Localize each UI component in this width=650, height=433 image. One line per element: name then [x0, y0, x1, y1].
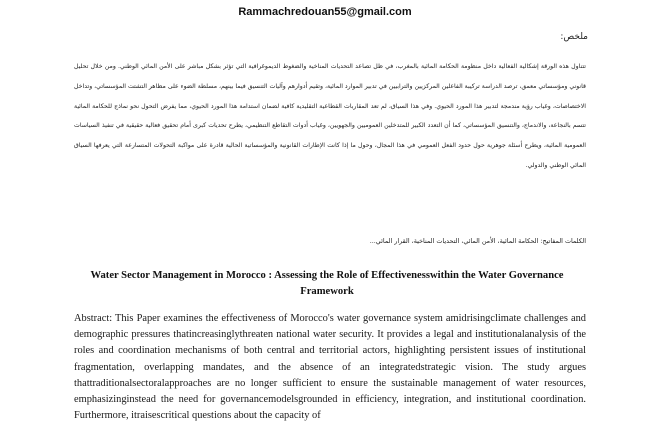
arabic-abstract-text: تتناول هذه الورقة إشكالية الفعالية داخل منظومة الحكامة المائية بالمغرب، في ظل تصاعد التحديات المناخية والضغوط الديموغرافية التي تؤثر بشكل مباشر على الأمن المائي الوطني. ومن خلال تحليل قانوني ومؤسساتي معمق، ترصد الدراسة تركيبة الفاعلين المركزيين والترابيين في تدبير الموارد المائية، وتقيم أدوارهم وآليات التنسيق فيما بينهم، مسلطة الضوء على مظاهر التشتت المؤسساتي، وتداخل الاختصاصات، وغياب رؤية مندمجة لتدبير هذا المورد الحيوي. وفي هذا السياق، لم تعد المقاربات القطاعية التقليدية كافية لضمان استدامة هذا المورد الحيوي، مما يفرض التحول نحو نماذج للحكامة المائية تتسم بالنجاعة، والاندماج، والتنسيق المؤسساتي، كما أن التعدد الكبير للمتدخلين العموميين والجهويين، وغياب أدوات التقاطع التنظيمي، يطرح تحديات كبرى أمام تحقيق فعالية حقيقية في تنفيذ السياسات العمومية المائية، ويطرح أسئلة جوهرية حول حدود الفعل العمومي في هذا المجال، وحول ما إذا كانت الإطارات القانونية والمؤسساتية الحالية قادرة على مواكبة التحولات المتسارعة التي يعرفها السياق المائي الوطني والدولي. [74, 63, 586, 169]
arabic-abstract-heading: ملخص: [560, 32, 588, 42]
arabic-keywords: الكلمات المفاتيح: الحكامة المائية، الأمن المائي، التحديات المناخية، القرار المائي... [369, 237, 586, 245]
paper-title: Water Sector Management in Morocco : Assessing the Role of Effectivenesswithin the Water Governance Framework [90, 270, 564, 297]
abstract-text: This Paper examines the effectiveness of Morocco's water governance system amidrisingclimate challenges and demographic pressures thatincreasinglythreaten national water security. It provides a legal and institutionalanalysis of the roles and coordination mechanisms of both central and territorial actors, highlighting persistent issues of institutional fragmentation, overlapping mandates, and the absence of an integratedstrategic vision. The study argues thattraditionalsectoralapproaches are no longer sufficient to ensure the sustainable management of water resources, emphasizinginstead the need for governancemodelsgrounded in efficiency, integration, and institutional coordination. Furthermore, itraisescritical questions about the capacity of [74, 313, 586, 422]
english-abstract [74, 311, 586, 424]
abstract-label: Abstract: [74, 313, 113, 324]
author-email: Rammachredouan55@gmail.com [238, 6, 412, 18]
